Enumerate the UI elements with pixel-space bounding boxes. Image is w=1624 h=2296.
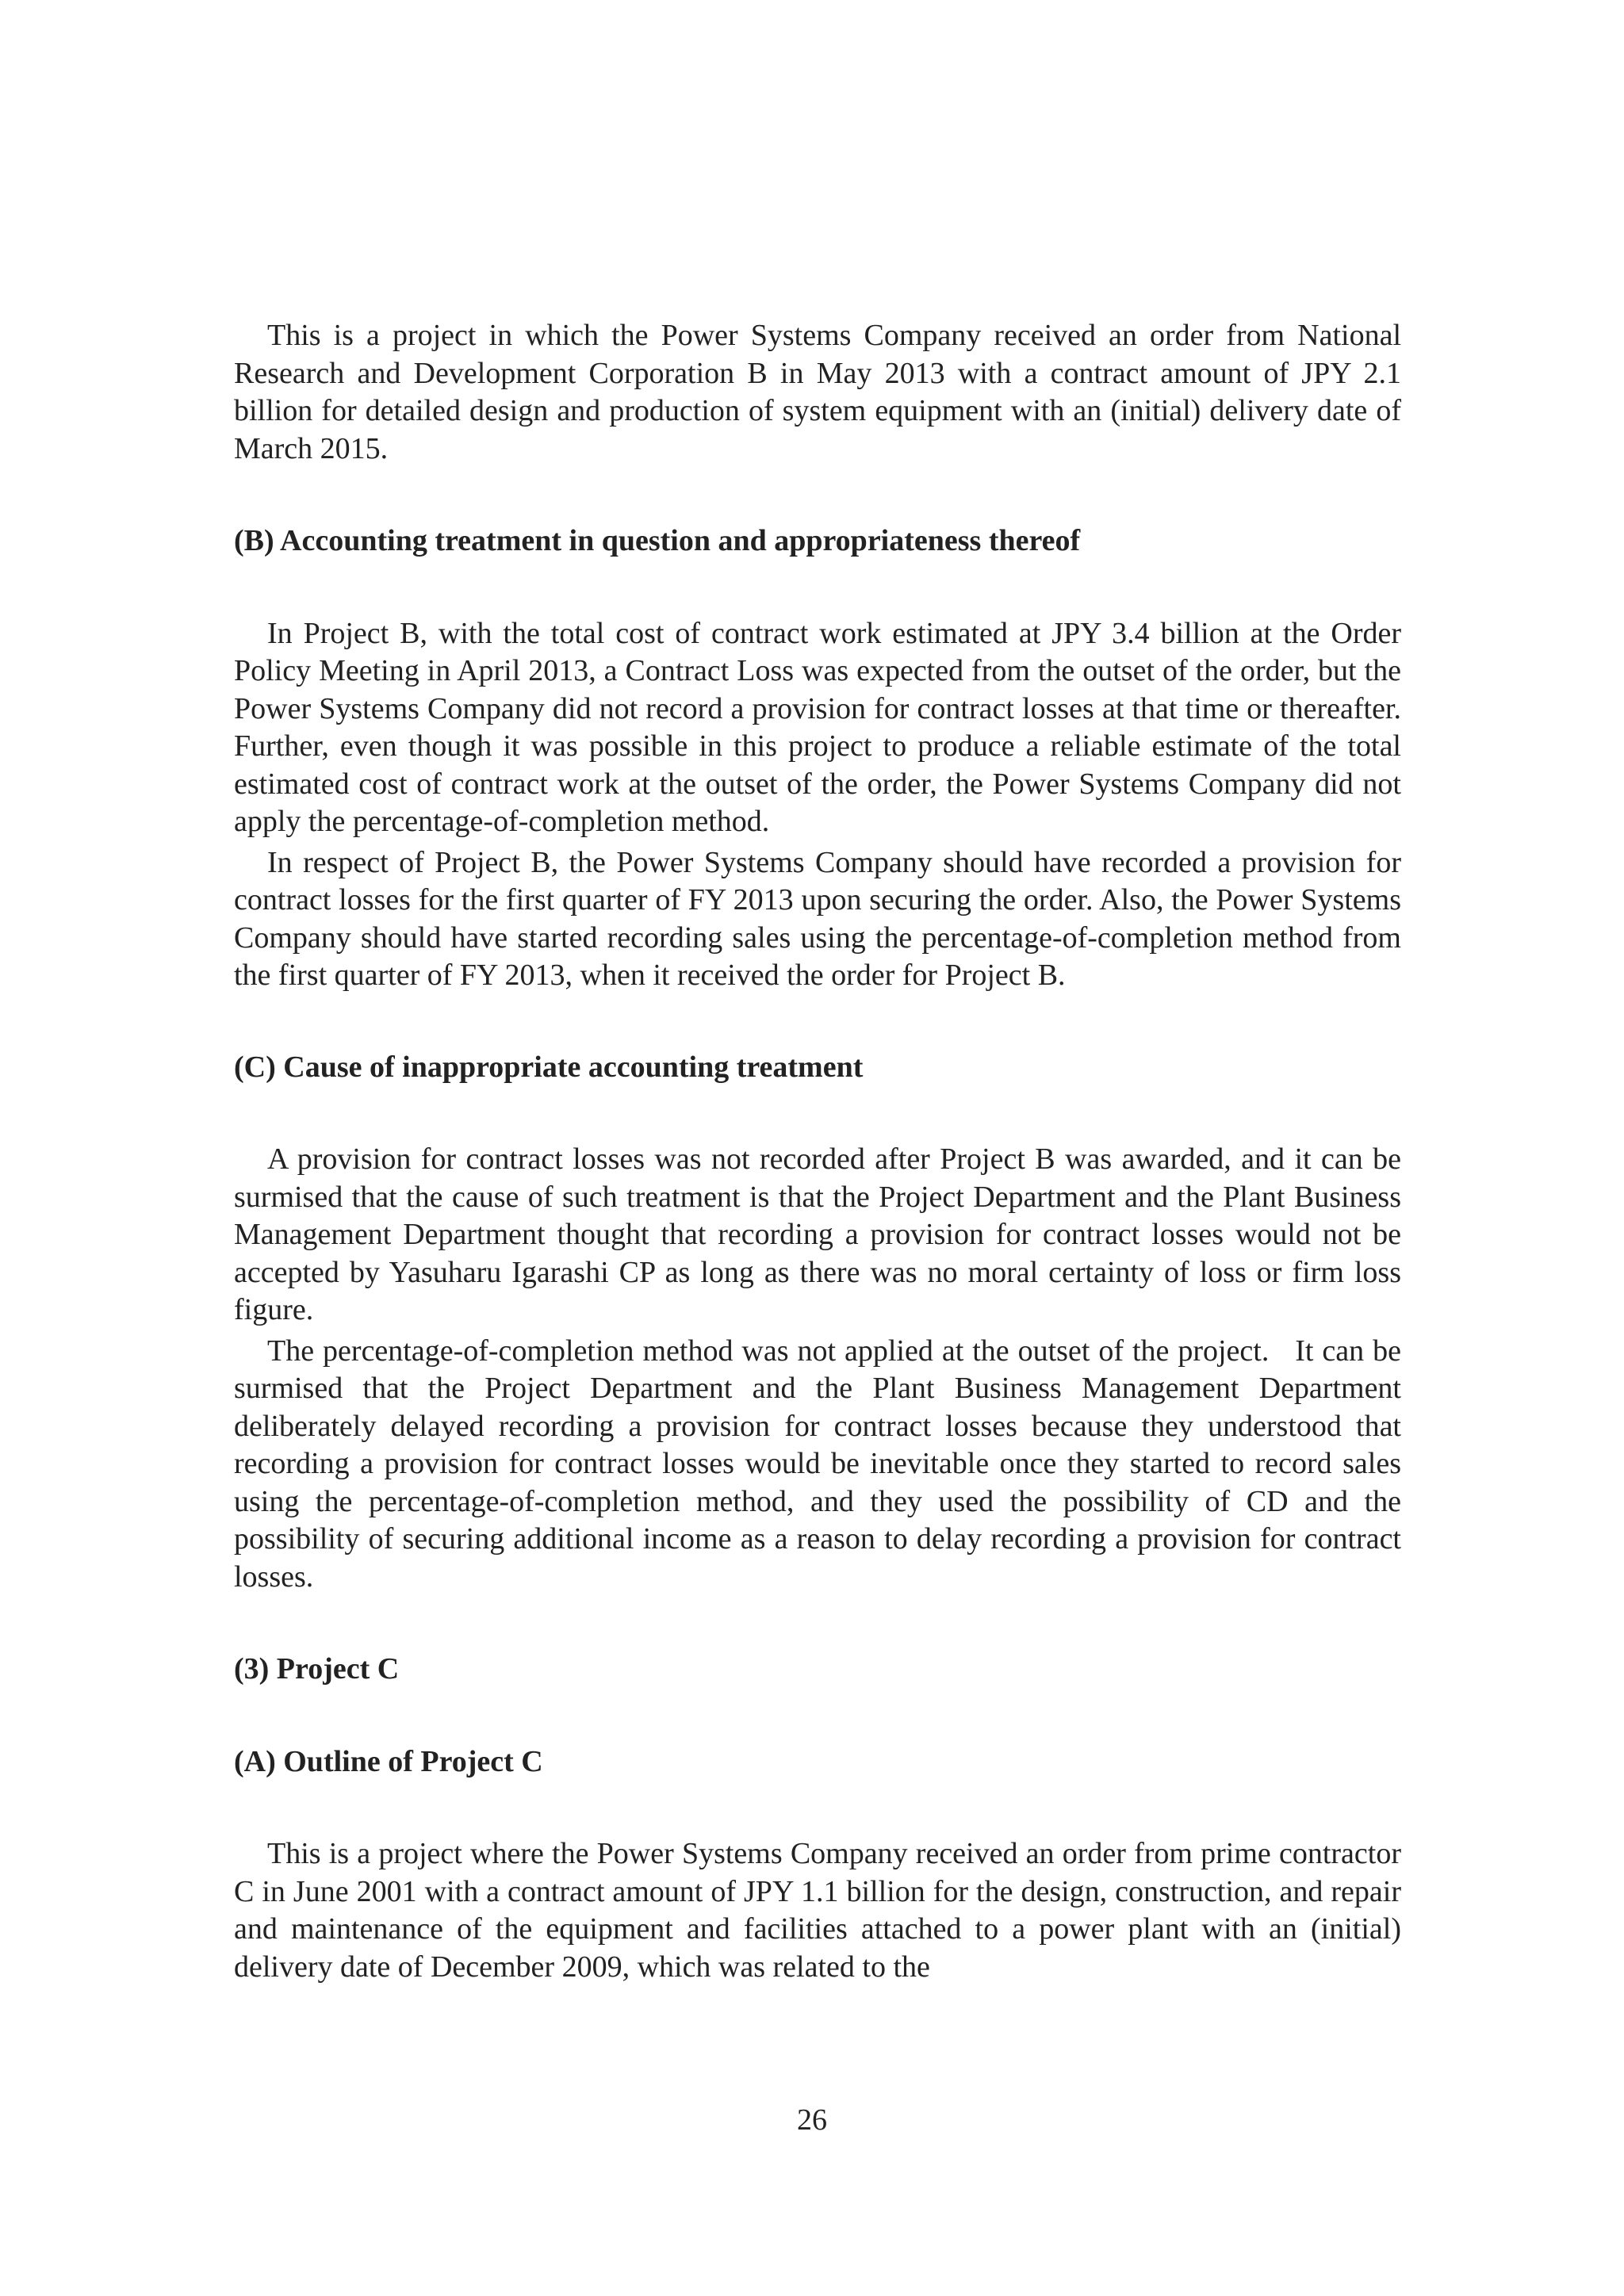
intro-paragraph: This is a project in which the Power Systems Company received an order from National Research and Development Corporation B in May 2013 with a contract amount of JPY 2.1 billion for detailed design and production of system equipment with an (initial) delivery date of March 2015. [234, 319, 1401, 465]
heading-project-c: (3) Project C [234, 1652, 400, 1686]
page-body [234, 317, 1409, 1986]
heading-outline-project-c: (A) Outline of Project C [234, 1744, 543, 1778]
section-b-paragraph-2: In respect of Project B, the Power Systems Company should have recorded a provision for contract losses for the first quarter of FY 2013 upon securing the order. Also, the Power Systems Company should have started recording sales using the percentage-of-completion method from the first quarter of FY 2013, when it received the order for Project B. [234, 845, 1401, 992]
section-heading-c: (C) Cause of inappropriate accounting treatment [234, 1050, 864, 1084]
outline-c-paragraph: This is a project where the Power Systems Company received an order from prime contractor C in June 2001 with a contract amount of JPY 1.1 billion for the design, construction, and repair and maintenance of the equipment and facilities attached to a power plant with an (initial) delivery date of December 2009, which was related to the [234, 1837, 1401, 1984]
section-c-paragraph-1: A provision for contract losses was not recorded after Project B was awarded, and it can be surmised that the cause of such treatment is that the Project Department and the Plant Business Management Department thought that recording a provision for contract losses would not be accepted by Yasuharu Igarashi CP as long as there was no moral certainty of loss or firm loss figure. [234, 1142, 1401, 1326]
section-c-paragraph-2: The percentage-of-completion method was not applied at the outset of the project. It can be surmised that the Project Department and the Plant Business Management Department deliberately delayed recording a provision for contract losses because they understood that recording a provision for contract losses would be inevitable once they started to record sales using the percentage-of-completion method, and they used the possibility of CD and the possibility of securing additional income as a reason to delay recording a provision for contract losses. [234, 1334, 1409, 1594]
page-number: 26 [797, 2103, 827, 2137]
section-b-paragraph-1: In Project B, with the total cost of contract work estimated at JPY 3.4 billion at the Order Policy Meeting in April 2013, a Contract Loss was expected from the outset of the order, but the Power Systems Company did not record a provision for contract losses at that time or thereafter. Further, even though it was possible in this project to produce a reliable estimate of the total estimated cost of contract work at the outset of the order, the Power Systems Company did not apply the percentage-of-completion method. [234, 616, 1401, 838]
section-heading-b: (B) Accounting treatment in question and appropriateness thereof [234, 524, 1081, 557]
